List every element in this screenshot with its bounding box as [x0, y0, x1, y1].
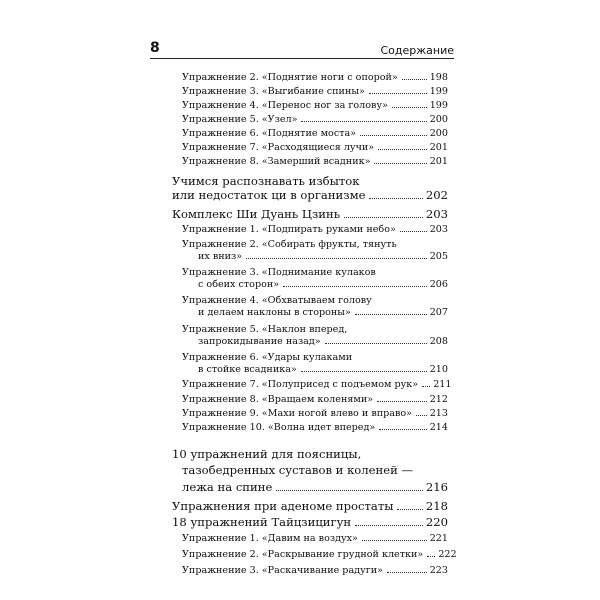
toc-entry[interactable]: Упражнение 5. «Узел» 200: [182, 114, 448, 125]
toc-page-number: 199: [429, 100, 448, 111]
toc-entry[interactable]: или недостаток ци в организме 202: [172, 188, 448, 203]
header-rule: [150, 58, 454, 59]
toc-page-number: 203: [429, 223, 448, 235]
toc-entry[interactable]: запрокидывание назад» 208: [198, 335, 448, 347]
toc-page-number: 203: [425, 206, 448, 221]
toc-entry[interactable]: Упражнение 6. «Поднятие моста» 200: [182, 128, 448, 139]
toc-entry[interactable]: Упражнение 7. «Полуприсед с подъемом рук» 211: [182, 379, 452, 391]
toc-entry[interactable]: Упражнение 3. «Выгибание спины» 199: [182, 86, 448, 97]
toc-page-number: 198: [429, 72, 448, 83]
toc-entry[interactable]: лежа на спине 216: [182, 480, 448, 494]
toc-entry-line: Учимся распознавать избыток: [172, 173, 360, 188]
toc-page-number: 200: [429, 114, 448, 125]
toc-entry[interactable]: Упражнение 4. «Перенос ног за голову» 199: [182, 100, 448, 111]
toc-page-number: 222: [438, 549, 457, 560]
toc-entry[interactable]: Упражнение 10. «Волна идет вперед» 214: [182, 422, 448, 434]
toc-page-number: 205: [429, 250, 448, 262]
toc-entry[interactable]: их вниз» 205: [198, 250, 448, 262]
toc-entry[interactable]: с обеих сторон» 206: [198, 278, 448, 290]
page-header: [150, 36, 454, 62]
toc-page-number: 208: [429, 335, 448, 347]
toc-entry[interactable]: Комплекс Ши Дуань Цзинь 203: [172, 206, 448, 221]
toc-entry[interactable]: Упражнение 3. «Раскачивание радуги» 223: [182, 565, 448, 576]
toc-page-number: 202: [425, 188, 448, 203]
toc-entry[interactable]: в стойке всадника» 210: [198, 363, 448, 375]
toc-page-number: 210: [429, 363, 448, 375]
toc-entry[interactable]: Упражнение 8. «Замерший всадник» 201: [182, 156, 448, 167]
section-title: Содержание: [380, 44, 454, 57]
toc-page-number: 207: [429, 306, 448, 318]
toc-entry-line: 10 упражнений для поясницы,: [172, 446, 362, 461]
toc-entry[interactable]: Упражнение 2. «Поднятие ноги с опорой» 198: [182, 72, 448, 83]
toc-entry[interactable]: Упражнение 1. «Подпирать руками небо» 203: [182, 223, 448, 235]
toc-entry-line: тазобедренных суставов и коленей —: [182, 463, 414, 478]
toc-page-number: 201: [429, 142, 448, 153]
toc-page-number: 220: [425, 515, 448, 529]
toc-page-number: 211: [433, 379, 452, 391]
toc-page-number: 212: [429, 394, 448, 406]
toc-entry[interactable]: Упражнение 2. «Раскрывание грудной клетки» 222: [182, 549, 457, 560]
toc-entry[interactable]: Упражнение 8. «Вращаем коленями» 212: [182, 394, 448, 406]
toc-page-number: 200: [429, 128, 448, 139]
toc-entry-line: Упражнение 6. «Удары кулаками: [182, 352, 353, 364]
toc-entry-line: Упражнение 3. «Поднимание кулаков: [182, 267, 376, 279]
toc-page-number: 221: [429, 533, 448, 544]
toc-entry-line: Упражнение 4. «Обхватываем голову: [182, 295, 372, 307]
toc-page-number: 206: [429, 278, 448, 290]
toc-page-number: 213: [429, 408, 448, 420]
toc-entry[interactable]: и делаем наклоны в стороны» 207: [198, 306, 448, 318]
toc-page-number: 199: [429, 86, 448, 97]
toc-page-number: 201: [429, 156, 448, 167]
page-number: 8: [150, 40, 160, 56]
toc-entry[interactable]: Упражнение 1. «Давим на воздух» 221: [182, 533, 448, 544]
toc-page-number: 218: [425, 499, 448, 514]
toc-entry[interactable]: 18 упражнений Тайцзицигун 220: [172, 515, 448, 529]
toc-entry[interactable]: Упражнения при аденоме простаты 218: [172, 499, 448, 514]
toc-entry[interactable]: Упражнение 7. «Расходящиеся лучи» 201: [182, 142, 448, 153]
toc-page-number: 223: [429, 565, 448, 576]
toc-page-number: 214: [429, 422, 448, 434]
toc-entry-line: Упражнение 2. «Собирать фрукты, тянуть: [182, 239, 397, 251]
toc-entry-line: Упражнение 5. «Наклон вперед,: [182, 324, 348, 336]
toc-entry[interactable]: Упражнение 9. «Махи ногой влево и вправо» 213: [182, 408, 448, 420]
toc-page-number: 216: [425, 480, 448, 494]
